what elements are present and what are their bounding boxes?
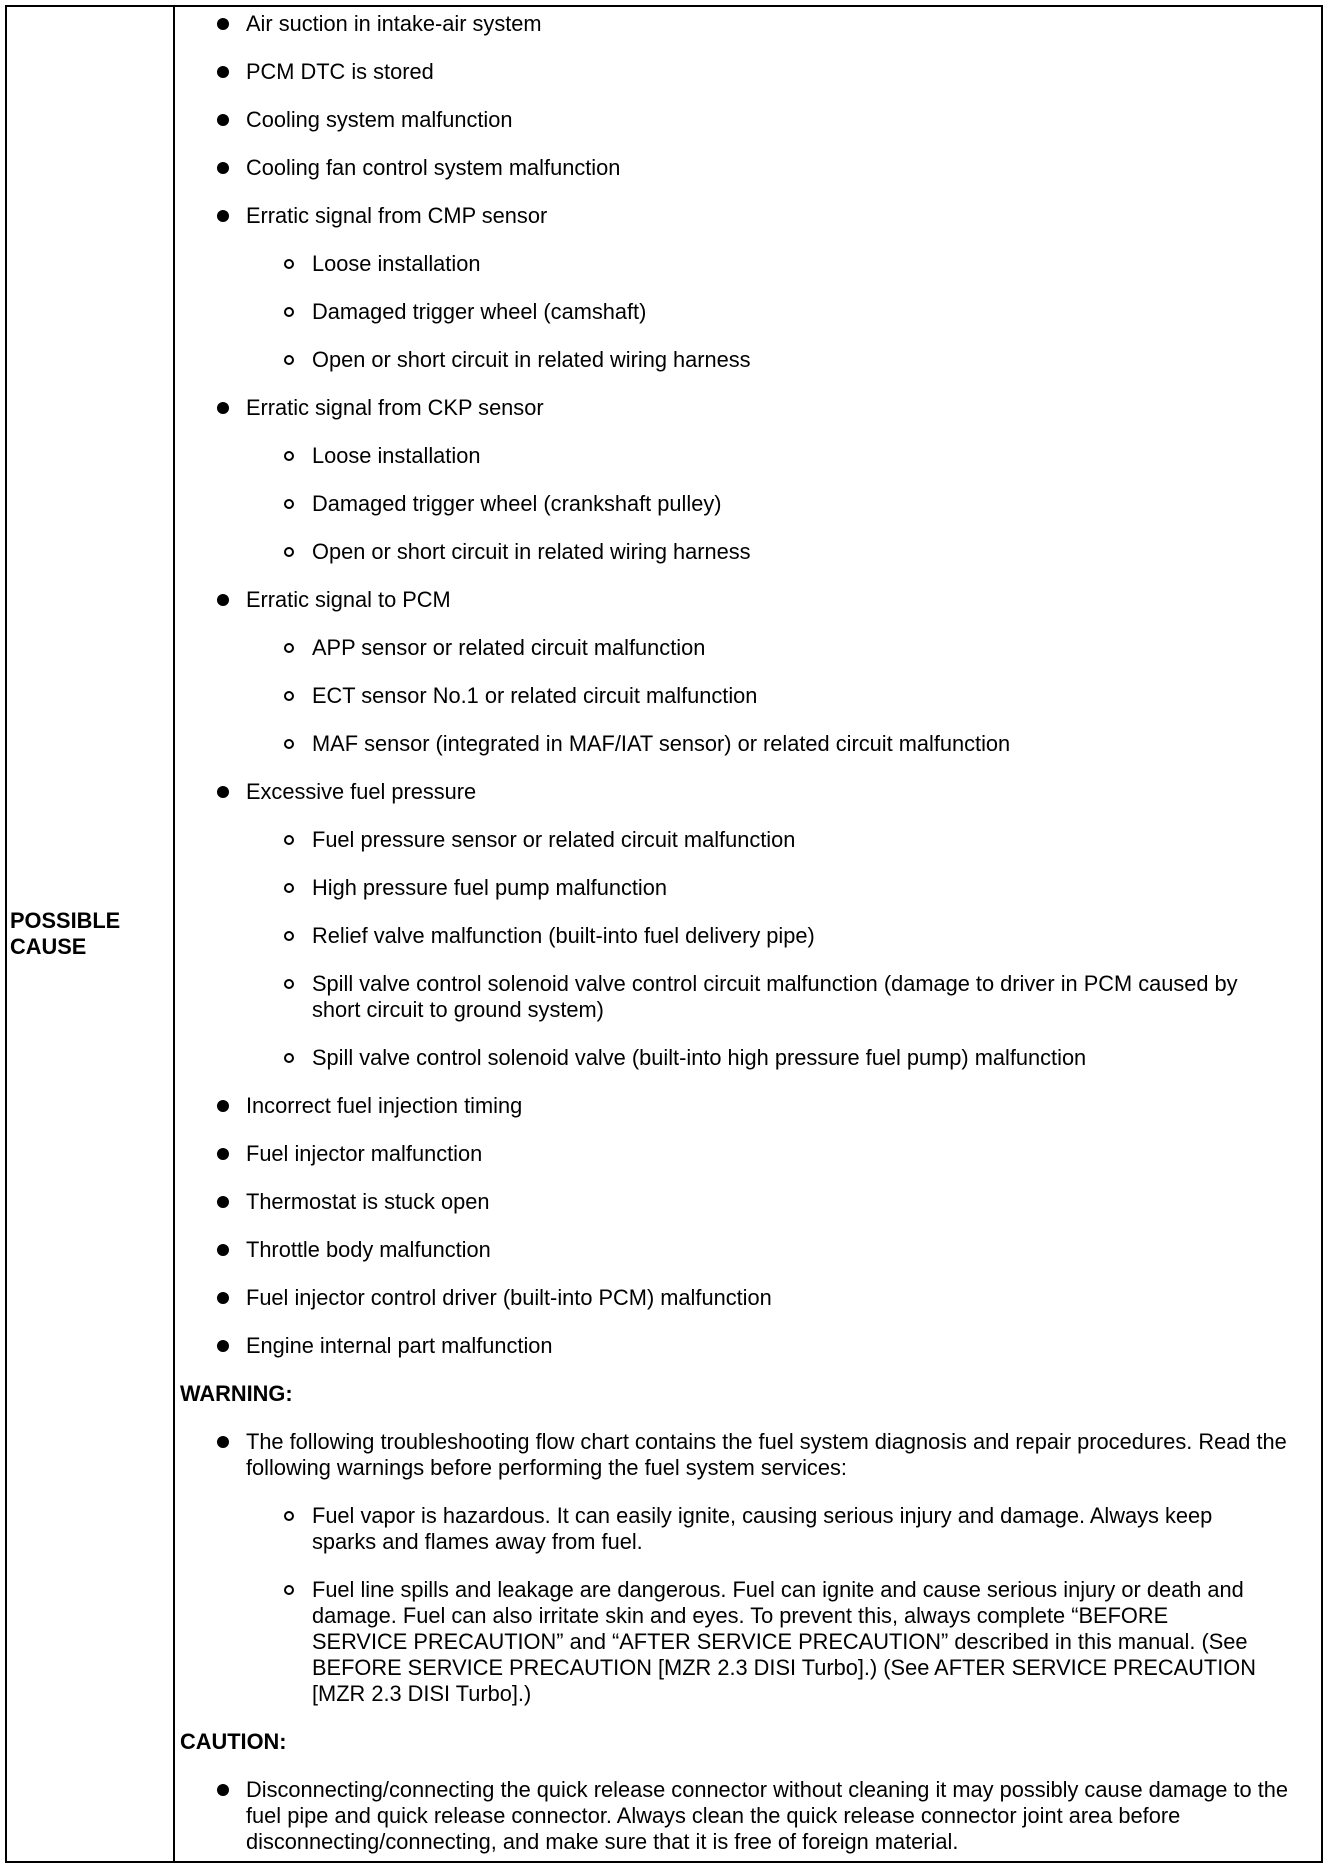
sub-list-item — [175, 539, 1321, 565]
item-text — [312, 923, 1321, 949]
filled-bullet-icon — [217, 594, 229, 606]
list-item — [175, 1237, 1321, 1263]
item-text — [312, 683, 1321, 709]
possible-cause-table — [5, 5, 1323, 1863]
item-text — [246, 59, 1321, 85]
text-line: Cooling system malfunction — [246, 107, 513, 132]
list-item — [175, 203, 1321, 229]
hollow-bullet-icon — [284, 979, 294, 989]
item-text — [246, 1333, 1321, 1359]
filled-bullet-icon — [217, 1340, 229, 1352]
item-text — [246, 203, 1321, 229]
item-text — [246, 1093, 1321, 1119]
label-line: CAUSE — [10, 934, 87, 959]
item-text — [312, 1577, 1321, 1707]
text-line: Fuel line spills and leakage are dangerous. Fuel can ignite and cause serious injury or death and — [312, 1577, 1244, 1602]
list-item — [175, 1777, 1321, 1855]
causes-list — [175, 11, 1321, 1359]
hollow-bullet-icon — [284, 451, 294, 461]
list-item — [175, 1141, 1321, 1167]
list-item — [175, 587, 1321, 613]
sub-list-item — [175, 1045, 1321, 1071]
list-item — [175, 107, 1321, 133]
item-text — [246, 1429, 1321, 1481]
item-text — [246, 155, 1321, 181]
sub-list-item — [175, 875, 1321, 901]
list-item — [175, 1093, 1321, 1119]
sub-list-item — [175, 635, 1321, 661]
item-text — [246, 1141, 1321, 1167]
text-line: Air suction in intake-air system — [246, 11, 542, 36]
hollow-bullet-icon — [284, 643, 294, 653]
item-text — [246, 1285, 1321, 1311]
text-line: Loose installation — [312, 443, 481, 468]
text-line: Fuel injector malfunction — [246, 1141, 483, 1166]
list-item — [175, 779, 1321, 805]
item-text — [312, 251, 1321, 277]
item-text — [312, 1503, 1321, 1555]
caution-heading: CAUTION: — [180, 1729, 287, 1754]
list-item — [175, 11, 1321, 37]
filled-bullet-icon — [217, 66, 229, 78]
list-item — [175, 155, 1321, 181]
filled-bullet-icon — [217, 1436, 229, 1448]
filled-bullet-icon — [217, 1784, 229, 1796]
text-line: Excessive fuel pressure — [246, 779, 477, 804]
item-text — [312, 731, 1321, 757]
text-line: Loose installation — [312, 251, 481, 276]
text-line: Damaged trigger wheel (crankshaft pulley) — [312, 491, 722, 516]
possible-cause-label-cell — [7, 7, 175, 1861]
text-line: BEFORE SERVICE PRECAUTION [MZR 2.3 DISI Turbo].) (See AFTER SERVICE PRECAUTION — [312, 1655, 1256, 1680]
text-line: Erratic signal to PCM — [246, 587, 451, 612]
text-line: Cooling fan control system malfunction — [246, 155, 621, 180]
list-item — [175, 1333, 1321, 1359]
item-text — [246, 107, 1321, 133]
text-line: fuel pipe and quick release connector. Always clean the quick release connector joint area before — [246, 1803, 1181, 1828]
filled-bullet-icon — [217, 114, 229, 126]
sub-list-item — [175, 1577, 1321, 1707]
filled-bullet-icon — [217, 162, 229, 174]
possible-cause-content — [175, 7, 1321, 1861]
hollow-bullet-icon — [284, 931, 294, 941]
sub-list-item — [175, 971, 1321, 1023]
item-text — [246, 1777, 1321, 1855]
sub-list-item — [175, 299, 1321, 325]
sub-list-item — [175, 443, 1321, 469]
text-line: Relief valve malfunction (built-into fuel delivery pipe) — [312, 923, 815, 948]
text-line: The following troubleshooting flow chart contains the fuel system diagnosis and repair procedures. Read the — [246, 1429, 1287, 1454]
label-line: POSSIBLE — [10, 908, 121, 933]
list-item — [175, 1285, 1321, 1311]
hollow-bullet-icon — [284, 355, 294, 365]
list-item — [175, 395, 1321, 421]
item-text — [246, 1189, 1321, 1215]
sub-list-item — [175, 347, 1321, 373]
text-line: sparks and flames away from fuel. — [312, 1529, 643, 1554]
warning-list — [175, 1429, 1321, 1707]
text-line: APP sensor or related circuit malfunction — [312, 635, 706, 660]
item-text — [312, 443, 1321, 469]
item-text — [246, 779, 1321, 805]
sub-list-item — [175, 683, 1321, 709]
item-text — [312, 827, 1321, 853]
text-line: [MZR 2.3 DISI Turbo].) — [312, 1681, 532, 1706]
filled-bullet-icon — [217, 1292, 229, 1304]
text-line: Fuel vapor is hazardous. It can easily ignite, causing serious injury and damage. Always keep — [312, 1503, 1213, 1528]
text-line: ECT sensor No.1 or related circuit malfunction — [312, 683, 758, 708]
item-text — [246, 587, 1321, 613]
text-line: Fuel injector control driver (built-into PCM) malfunction — [246, 1285, 772, 1310]
hollow-bullet-icon — [284, 1053, 294, 1063]
filled-bullet-icon — [217, 210, 229, 222]
list-item — [175, 1189, 1321, 1215]
sub-list-item — [175, 251, 1321, 277]
hollow-bullet-icon — [284, 1585, 294, 1595]
text-line: Open or short circuit in related wiring harness — [312, 539, 751, 564]
sub-list-item — [175, 1503, 1321, 1555]
filled-bullet-icon — [217, 402, 229, 414]
item-text — [312, 635, 1321, 661]
hollow-bullet-icon — [284, 499, 294, 509]
filled-bullet-icon — [217, 786, 229, 798]
hollow-bullet-icon — [284, 835, 294, 845]
hollow-bullet-icon — [284, 547, 294, 557]
text-line: Throttle body malfunction — [246, 1237, 491, 1262]
filled-bullet-icon — [217, 1148, 229, 1160]
sub-list-item — [175, 923, 1321, 949]
hollow-bullet-icon — [284, 307, 294, 317]
possible-cause-label — [10, 908, 120, 960]
text-line: Incorrect fuel injection timing — [246, 1093, 523, 1118]
filled-bullet-icon — [217, 1100, 229, 1112]
text-line: disconnecting/connecting, and make sure that it is free of foreign material. — [246, 1829, 959, 1854]
sub-list-item — [175, 491, 1321, 517]
text-line: Thermostat is stuck open — [246, 1189, 490, 1214]
text-line: Damaged trigger wheel (camshaft) — [312, 299, 647, 324]
caution-list — [175, 1777, 1321, 1855]
item-text — [312, 299, 1321, 325]
text-line: PCM DTC is stored — [246, 59, 434, 84]
text-line: following warnings before performing the fuel system services: — [246, 1455, 847, 1480]
text-line: short circuit to ground system) — [312, 997, 604, 1022]
text-line: Erratic signal from CMP sensor — [246, 203, 548, 228]
text-line: Open or short circuit in related wiring harness — [312, 347, 751, 372]
item-text — [312, 971, 1321, 1023]
hollow-bullet-icon — [284, 259, 294, 269]
text-line: MAF sensor (integrated in MAF/IAT sensor) or related circuit malfunction — [312, 731, 1011, 756]
sub-list-item — [175, 731, 1321, 757]
text-line: damage. Fuel can also irritate skin and eyes. To prevent this, always complete “BEFORE — [312, 1603, 1169, 1628]
text-line: Spill valve control solenoid valve control circuit malfunction (damage to driver in PCM caused by — [312, 971, 1238, 996]
item-text — [312, 1045, 1321, 1071]
text-line: High pressure fuel pump malfunction — [312, 875, 667, 900]
sub-list-item — [175, 827, 1321, 853]
hollow-bullet-icon — [284, 883, 294, 893]
item-text — [312, 539, 1321, 565]
text-line: Erratic signal from CKP sensor — [246, 395, 544, 420]
filled-bullet-icon — [217, 1244, 229, 1256]
text-line: Disconnecting/connecting the quick release connector without cleaning it may possibly cause damage to the — [246, 1777, 1289, 1802]
text-line: Fuel pressure sensor or related circuit malfunction — [312, 827, 796, 852]
hollow-bullet-icon — [284, 691, 294, 701]
item-text — [312, 491, 1321, 517]
item-text — [312, 875, 1321, 901]
list-item — [175, 59, 1321, 85]
filled-bullet-icon — [217, 18, 229, 30]
text-line: Engine internal part malfunction — [246, 1333, 553, 1358]
filled-bullet-icon — [217, 1196, 229, 1208]
hollow-bullet-icon — [284, 739, 294, 749]
item-text — [246, 1237, 1321, 1263]
warning-heading: WARNING: — [180, 1381, 293, 1406]
text-line: SERVICE PRECAUTION” and “AFTER SERVICE PRECAUTION” described in this manual. (See — [312, 1629, 1248, 1654]
hollow-bullet-icon — [284, 1511, 294, 1521]
item-text — [246, 11, 1321, 37]
list-item — [175, 1429, 1321, 1481]
item-text — [312, 347, 1321, 373]
item-text — [246, 395, 1321, 421]
text-line: Spill valve control solenoid valve (built-into high pressure fuel pump) malfunction — [312, 1045, 1087, 1070]
